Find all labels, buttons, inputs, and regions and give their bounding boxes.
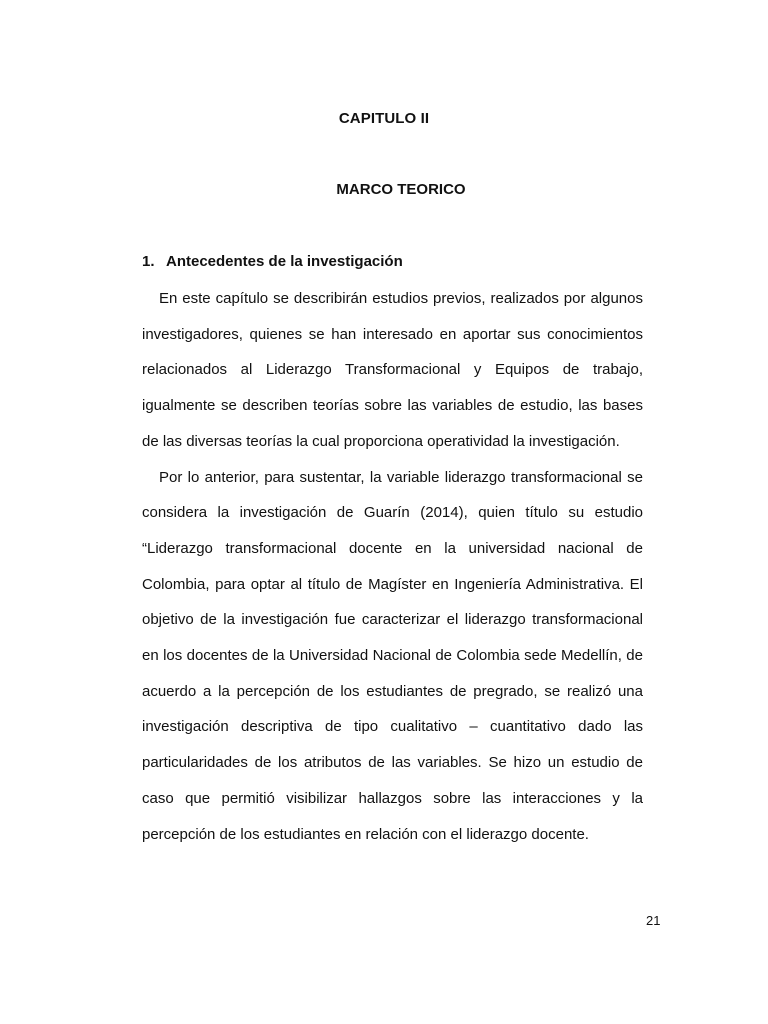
heading-text: Antecedentes de la investigación xyxy=(166,253,403,270)
heading-number: 1. xyxy=(142,253,155,270)
chapter-title: CAPITULO II xyxy=(338,110,430,127)
paragraph: En este capítulo se describirán estudios previos, realizados por algunos investigadores, quienes se han interesado en aportar sus conocimientos relacionados al Liderazgo Transformacional y Equipos de trabajo, igualmente se describen teorías sobre las variables de estudio, las bases de las diversas teorías la cual proporciona operatividad la investigación. xyxy=(142,290,643,450)
paragraph: Por lo anterior, para sustentar, la variable liderazgo transformacional se considera la investigación de Guarín (2014), quien título su estudio “Liderazgo transformacional docente en la universidad nacional de Colombia, para optar al título de Magíster en Ingeniería Administrativa. El objetivo de la investigación fue caracterizar el liderazgo transformacional en los docentes de la Universidad Nacional de Colombia sede Medellín, de acuerdo a la percepción de los estudiantes de pregrado, se realizó una investigación descriptiva de tipo cualitativo – cuantitativo dado las particularidades de los atributos de las variables. Se hizo un estudio de caso que permitió visibilizar hallazgos sobre las interacciones y la percepción de los estudiantes en relación con el liderazgo docente. xyxy=(142,468,643,843)
page-number: 21 xyxy=(646,913,661,928)
body-text xyxy=(142,281,643,852)
section-heading xyxy=(142,253,403,270)
section-title: MARCO TEORICO xyxy=(336,181,466,198)
